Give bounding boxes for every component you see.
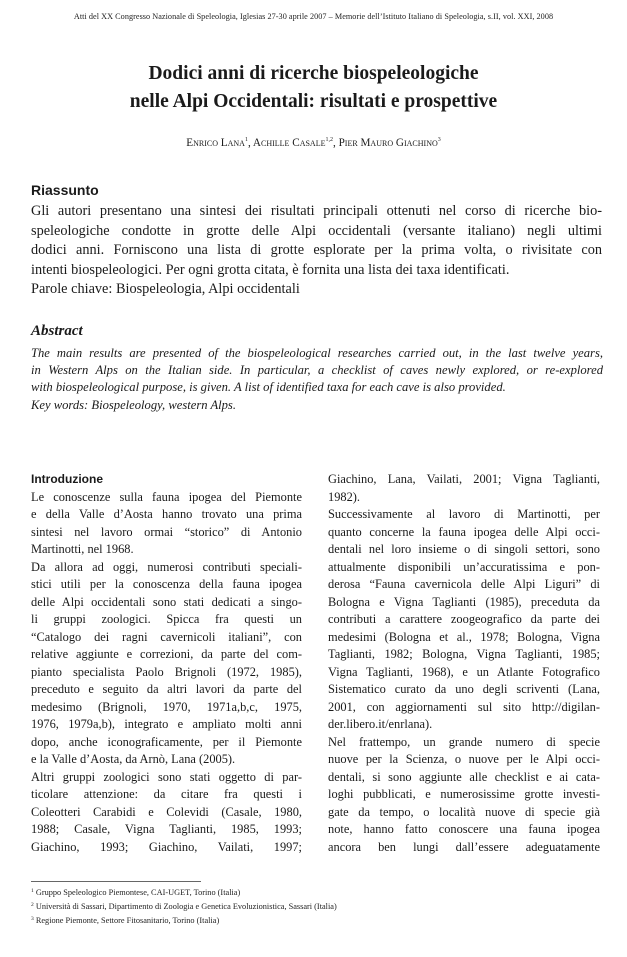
body-text-line: e della Valle d’Aosta hanno trovato una prima bbox=[31, 507, 302, 521]
right-column-text bbox=[328, 471, 600, 856]
body-text-line: Bologna e Vigna Taglianti (1985), preceduta da bbox=[328, 594, 600, 609]
footnote-text: Regione Piemonte, Settore Fitosanitario, Torino (Italia) bbox=[35, 916, 220, 925]
riassunto-line: speleologiche condotte in grotte delle Alpi occidentali (versante italiano) negli ultimi bbox=[31, 222, 602, 239]
footnote-text: Gruppo Speleologico Piemontese, CAI-UGET, Torino (Italia) bbox=[35, 888, 241, 897]
body-text-line: Giachino, 1993; Giachino, Vailati, 1997; bbox=[31, 839, 302, 854]
body-text-line: dopo, anche iconograficamente, per il Piemonte bbox=[31, 734, 302, 749]
body-text-line: e la Valle d’Aosta, da Arnò, Lana (2005). bbox=[31, 752, 236, 766]
author-name: Enrico Lana bbox=[186, 137, 245, 149]
body-column-left bbox=[31, 471, 302, 856]
abstract-body bbox=[31, 345, 603, 414]
section-heading-introduzione: Introduzione bbox=[31, 472, 103, 486]
abstract-heading: Abstract bbox=[31, 323, 83, 339]
body-text-line: attualmente disponibili un’accuratissima e pon- bbox=[328, 559, 600, 574]
footnote-divider bbox=[31, 881, 201, 882]
footnote bbox=[31, 913, 601, 927]
author-separator: , bbox=[332, 137, 339, 149]
riassunto-line: dodici anni. Forniscono una lista di grotte esplorate per la prima volta, o rivisitate con bbox=[31, 242, 602, 259]
body-text-line: ancora ben lungi dall’essere adeguatamente bbox=[328, 839, 600, 854]
footnote-number: 1 bbox=[31, 888, 34, 894]
footnote bbox=[31, 885, 601, 899]
body-text-line: preceduto e seguito da altri lavori da parte del bbox=[31, 682, 302, 696]
body-text-line: “Catalogo dei ragni cavernicoli italiani”, con bbox=[31, 629, 302, 644]
body-text-line: li gruppi zoologici. Spicca fra questi un bbox=[31, 612, 302, 626]
body-text-line: Successivamente al lavoro di Martinotti, per bbox=[328, 507, 600, 521]
body-text-line: note, hanno fatto conoscere una fauna ipogea bbox=[328, 822, 600, 836]
abstract-line: with biospeleological purpose, is given. A list of identified taxa for each cave is also provided. bbox=[31, 380, 506, 395]
body-text-line: gate da tempo, o località nuove di specie già bbox=[328, 804, 600, 819]
riassunto-heading: Riassunto bbox=[31, 182, 99, 198]
author-affiliation-mark: 1,2 bbox=[325, 137, 333, 143]
body-text-line: pianto specialista Paolo Brignoli (1972, 1985), bbox=[31, 664, 302, 679]
body-text-line: loghi pubblicati, e numerosissime grotte investi- bbox=[328, 787, 600, 801]
author-list bbox=[0, 137, 627, 149]
body-text-line: derosa “Fauna cavernicola delle Alpi Liguri” di bbox=[328, 577, 600, 591]
footnote-number: 3 bbox=[31, 916, 34, 922]
body-column-right bbox=[328, 471, 600, 856]
footnotes bbox=[31, 885, 601, 927]
article-title bbox=[0, 60, 627, 116]
body-text-line: Altri gruppi zoologici sono stati oggetto di par- bbox=[31, 769, 302, 784]
body-text-line: medesimo (Brignoli, 1970, 1971a,b,c, 1975, bbox=[31, 699, 302, 714]
body-text-line: relative aggiunte e correzioni, da parte del com- bbox=[31, 647, 302, 661]
footnote-number: 2 bbox=[31, 902, 34, 908]
author-affiliation-mark: 1 bbox=[244, 137, 248, 143]
body-text-line: ticolare attenzione: da citare fra questi i bbox=[31, 787, 302, 801]
body-text-line: 1976, 1979a,b), integrato e ampliato molti anni bbox=[31, 717, 302, 731]
running-header: Atti del XX Congresso Nazionale di Speleologia, Iglesias 27-30 aprile 2007 – Memorie dell’Istituto Italiano di Speleologia, s.II, vol. XXI, 2008 bbox=[73, 12, 554, 21]
body-text-line: Da allora ad oggi, numerosi contributi speciali- bbox=[31, 559, 302, 574]
body-text-line: stici utili per la conoscenza della fauna ipogea bbox=[31, 577, 302, 591]
author-separator: , bbox=[247, 137, 253, 149]
body-text-line: Martinotti, nel 1968. bbox=[31, 542, 134, 556]
riassunto-line: intenti biospeleologici. Per ogni grotta citata, è fornita una lista dei taxa identificati. bbox=[31, 261, 510, 278]
body-text-line: quanto concerne la fauna ipogea delle Alpi occi- bbox=[328, 524, 600, 539]
author-name: Pier Mauro Giachino bbox=[338, 137, 438, 149]
body-text-line: 2001, con aggiornamenti sul sito http://digilan- bbox=[328, 699, 600, 714]
body-text-line: sintesi nel lavoro ormai “storico” di Antonio bbox=[31, 524, 302, 539]
keywords-en: Key words: Biospeleology, western Alps. bbox=[31, 397, 236, 412]
body-text-line: dentali nel loro insieme o di singoli settori, sono bbox=[328, 542, 600, 556]
body-text-line: Vigna Taglianti, 1968), e un Atlante Fotografico bbox=[328, 664, 600, 679]
riassunto-body bbox=[31, 202, 602, 300]
left-column-text bbox=[31, 489, 302, 857]
body-text-line: Taglianti, 1982; Bologna, Vigna Taglianti, 1985; bbox=[328, 647, 600, 661]
body-text-line: 1988; Casale, Vigna Taglianti, 1985, 1993; bbox=[31, 822, 302, 836]
title-line-1: Dodici anni di ricerche biospeleologiche bbox=[148, 63, 479, 84]
footnote-text: Università di Sassari, Dipartimento di Zoologia e Genetica Evoluzionistica, Sassari (Italia) bbox=[35, 902, 337, 911]
body-text-line: Giachino, Lana, Vailati, 2001; Vigna Taglianti, bbox=[328, 472, 600, 486]
abstract-line: in Western Alps on the Italian side. In particular, a checklist of caves newly explored, or re-explored bbox=[31, 363, 603, 378]
body-text-line: Sistematico curato da uno degli scriventi (Lana, bbox=[328, 682, 600, 696]
author-affiliation-mark: 3 bbox=[437, 137, 441, 143]
body-text-line: der.libero.it/enrlana). bbox=[328, 717, 433, 731]
body-text-line: medesimi (Bologna et al., 1978; Bologna, Vigna bbox=[328, 629, 600, 644]
body-text-line: contributi a carattere zoogeografico da parte dei bbox=[328, 612, 600, 626]
title-line-2: nelle Alpi Occidentali: risultati e prospettive bbox=[129, 91, 498, 112]
body-text-line: dentali, si sono aggiunte alle checklist e ai cata- bbox=[328, 769, 600, 784]
footnote bbox=[31, 899, 601, 913]
body-text-line: nuove per la Scienza, o nuove per le Alpi occi- bbox=[328, 752, 600, 766]
riassunto-line: Gli autori presentano una sintesi dei risultati principali ottenuti nel corso di ricerche bio- bbox=[31, 203, 602, 219]
keywords-it: Parole chiave: Biospeleologia, Alpi occidentali bbox=[31, 281, 300, 298]
body-text-line: Le conoscenze sulla fauna ipogea del Piemonte bbox=[31, 489, 302, 504]
body-text-line: 1982). bbox=[328, 489, 361, 504]
abstract-line: The main results are presented of the biospeleological researches carried out, in the last twelve years, bbox=[31, 346, 603, 360]
body-text-line: Nel frattempo, un grande numero di specie bbox=[328, 734, 600, 749]
body-text-line: Coleotteri Carabidi e Colevidi (Casale, 1980, bbox=[31, 804, 302, 819]
body-text-line: delle Alpi occidentali sono stati dedicati a singo- bbox=[31, 594, 302, 609]
author-name: Achille Casale bbox=[252, 137, 326, 149]
